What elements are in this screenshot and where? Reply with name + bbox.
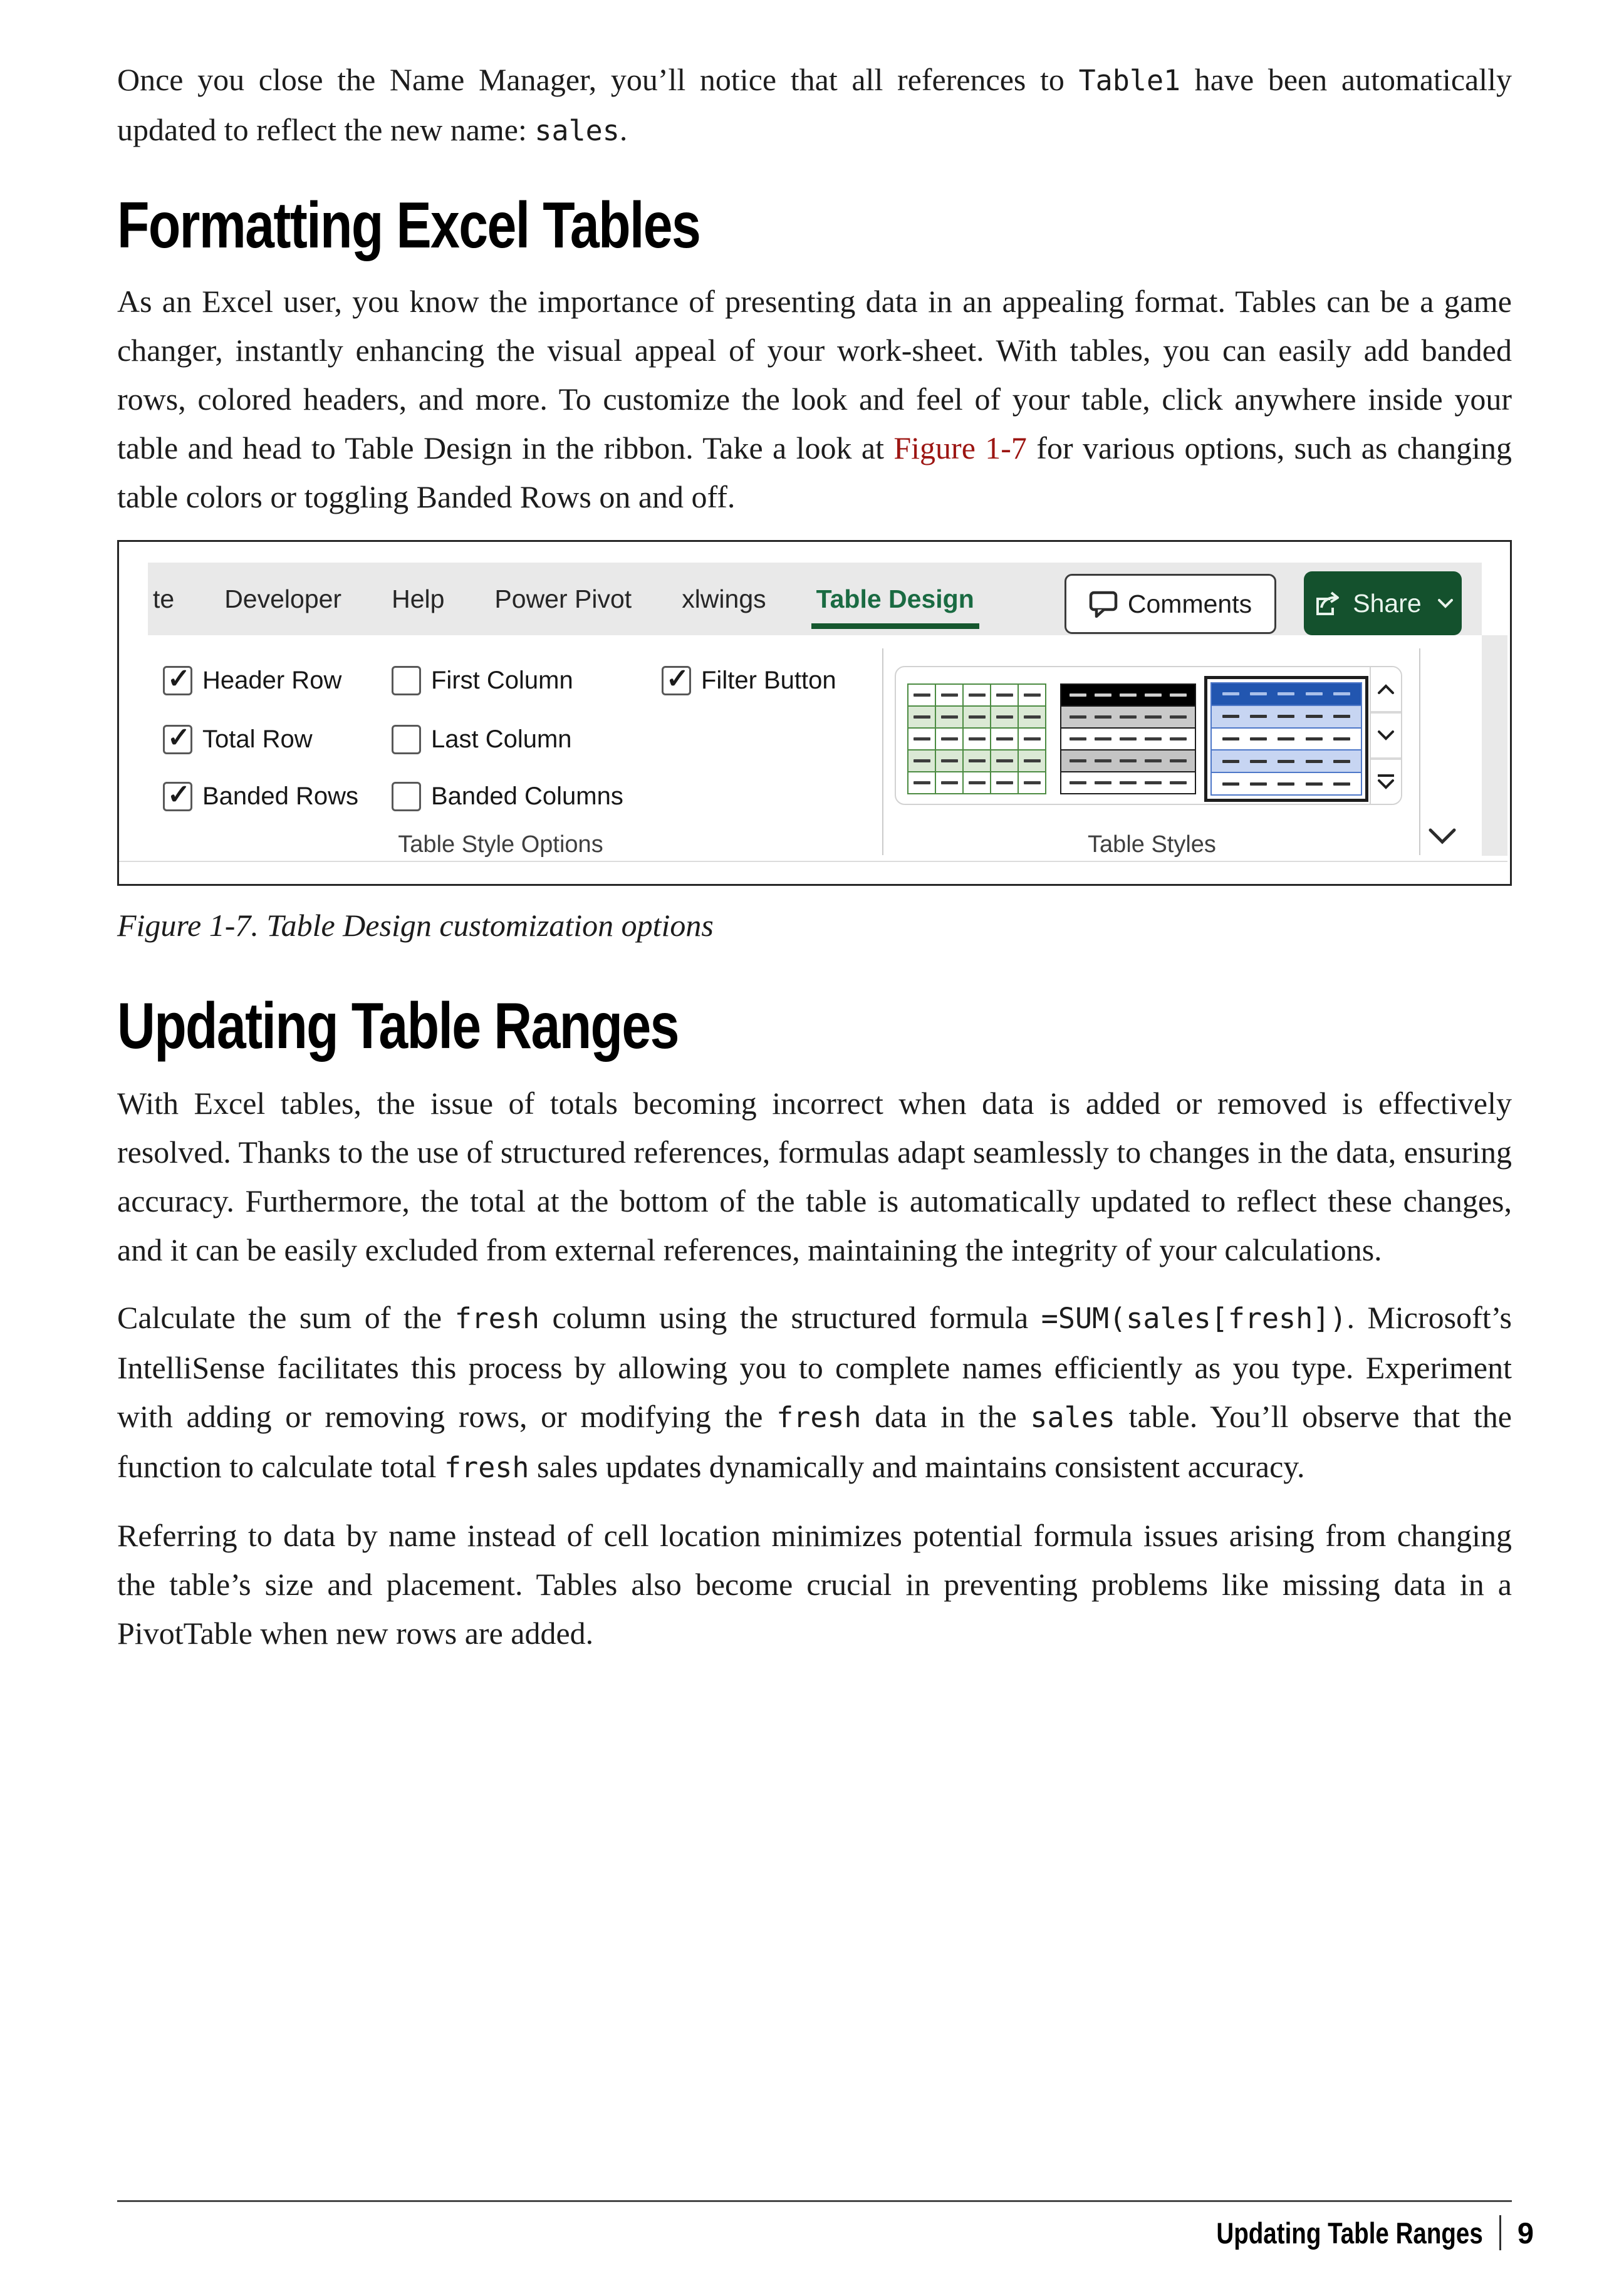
checkbox-checked-icon[interactable]: ✓	[163, 666, 192, 695]
text-run: With Excel tables, the issue of totals becoming incorrect when data is added or removed is effectively resolved. Thanks to the use of structured references, formulas adapt seamlessly to changes in the data, ensuring accuracy. Furthermore, the total at the bottom of the table is automatically updated to reflect these changes, and it can be easily excluded from external references, maintaining the integrity of your calculations.	[117, 1086, 1512, 1267]
footer-rule	[117, 2200, 1512, 2202]
footer-page-number: 9	[1517, 2216, 1534, 2250]
checkbox-unchecked-icon[interactable]	[392, 782, 421, 811]
ribbon-tabs	[153, 563, 974, 635]
text-run: column using the structured formula	[539, 1300, 1041, 1335]
ribbon-tab-help[interactable]: Help	[392, 584, 445, 613]
figure-excel-table-design-ribbon	[117, 540, 1512, 886]
inline-code: sales	[1030, 1401, 1115, 1434]
inline-code: sales	[534, 114, 620, 147]
section-heading-formatting-excel-tables: Formatting Excel Tables	[117, 189, 700, 262]
collapse-ribbon-button[interactable]	[1426, 825, 1459, 848]
text-run: As an Excel user, you know the importance of presenting data in an appealing format. Tables can be a game changer, instantly enhancing the visual appeal of your work-sheet. With tables, you can easily add banded rows, colored headers, and more. To customize the look and feel of your table, click anywhere inside your table and head to Table Design in the ribbon. Take a look at	[117, 284, 1512, 465]
gallery-scroll-up-button[interactable]	[1371, 667, 1401, 711]
text-run: Calculate the sum of the	[117, 1300, 455, 1335]
ribbon-bottom-edge	[119, 861, 1507, 862]
inline-code: fresh	[454, 1302, 540, 1335]
section-heading-updating-table-ranges: Updating Table Ranges	[117, 990, 679, 1062]
text-run: sales updates dynamically and maintains consistent accuracy.	[529, 1449, 1305, 1484]
inline-code: =SUM(sales[fresh])	[1041, 1302, 1347, 1335]
checkbox-unchecked-icon[interactable]	[392, 666, 421, 695]
paragraph	[117, 1511, 1512, 1658]
checkbox-option-banded-columns[interactable]	[392, 782, 623, 811]
ribbon-tab-te[interactable]: te	[153, 584, 175, 613]
gallery-scrollbar	[1370, 667, 1401, 804]
ribbon-tab-bar	[148, 563, 1482, 635]
table-styles-gallery	[895, 666, 1402, 805]
figure-crossref-link[interactable]: Figure 1-7	[893, 430, 1027, 465]
window-edge-strip	[1482, 635, 1507, 856]
checkbox-checked-icon[interactable]: ✓	[662, 666, 691, 695]
checkbox-option-first-column[interactable]	[392, 666, 573, 695]
comments-button[interactable]	[1064, 574, 1276, 634]
text-run: .	[619, 112, 628, 147]
table-style-preview-black[interactable]	[1060, 683, 1196, 794]
paragraph	[117, 277, 1512, 521]
text-run: data in the	[861, 1399, 1031, 1434]
comments-button-label: Comments	[1127, 589, 1252, 618]
chevron-up-icon	[1377, 683, 1395, 695]
inline-code: fresh	[444, 1451, 529, 1484]
text-run: Referring to data by name instead of cell location minimizes potential formula issues arising from changing the table’s size and placement. Tables also become crucial in preventing problems like missing data in a PivotTable when new rows are added.	[117, 1518, 1512, 1651]
inline-code: fresh	[776, 1401, 861, 1434]
text-run: . Microsoft’s IntelliSense facilitates this process by allowing you to complete names efficiently as you type. Experiment with adding or removing rows, or modifying the	[117, 1300, 1512, 1434]
table-style-preview-green[interactable]	[907, 683, 1046, 794]
checkbox-label: Total Row	[202, 725, 313, 753]
paragraph	[117, 1079, 1512, 1274]
more-styles-icon	[1377, 774, 1395, 789]
share-button[interactable]	[1304, 571, 1462, 635]
group-divider	[882, 648, 883, 855]
checkbox-option-banded-rows[interactable]	[163, 779, 359, 811]
chevron-down-icon	[1377, 730, 1395, 741]
share-icon	[1313, 589, 1343, 618]
chevron-down-icon	[1428, 828, 1457, 845]
checkbox-unchecked-icon[interactable]	[392, 725, 421, 754]
group-divider	[1419, 648, 1420, 855]
comment-bubble-icon	[1089, 590, 1118, 618]
gallery-scroll-down-button[interactable]	[1371, 711, 1401, 757]
page-content	[117, 55, 1512, 1676]
ribbon-tab-power-pivot[interactable]: Power Pivot	[494, 584, 632, 613]
checkbox-label: Banded Columns	[431, 782, 623, 810]
checkbox-checked-icon[interactable]: ✓	[163, 725, 192, 754]
table-style-preview-blue-selected[interactable]	[1204, 676, 1368, 802]
checkbox-label: Last Column	[431, 725, 572, 753]
checkbox-option-filter-button[interactable]	[662, 663, 836, 695]
checkbox-option-total-row[interactable]	[163, 722, 313, 754]
text-run: for various options, such as changing table colors or toggling Banded Rows on and off.	[117, 430, 1512, 514]
paragraph	[117, 55, 1512, 155]
table-style-previews	[896, 667, 1368, 804]
checkbox-option-header-row[interactable]	[163, 663, 342, 695]
group-label-table-style-options: Table Style Options	[398, 831, 603, 858]
checkbox-label: Banded Rows	[202, 782, 359, 810]
checkbox-label: Filter Button	[701, 667, 836, 694]
group-label-table-styles: Table Styles	[1088, 831, 1216, 858]
checkbox-label: Header Row	[202, 667, 342, 694]
ribbon-tab-xlwings[interactable]: xlwings	[682, 584, 766, 613]
footer-section-label: Updating Table Ranges	[1216, 2216, 1483, 2250]
paragraph	[117, 1293, 1512, 1492]
text-run: table. You’ll observe that the function to calculate total	[117, 1399, 1512, 1484]
figure-caption: Figure 1-7. Table Design customization options	[117, 908, 714, 943]
share-chevron-down-icon	[1438, 598, 1453, 608]
inline-code: Table1	[1078, 64, 1181, 97]
checkbox-option-last-column[interactable]	[392, 725, 572, 754]
footer-divider	[1499, 2215, 1501, 2250]
checkbox-checked-icon[interactable]: ✓	[163, 782, 192, 811]
page-footer	[1158, 2215, 1534, 2250]
text-run: Once you close the Name Manager, you’ll notice that all references to	[117, 62, 1079, 97]
share-button-label: Share	[1353, 588, 1422, 618]
checkbox-label: First Column	[431, 667, 573, 694]
ribbon-tab-developer[interactable]: Developer	[224, 584, 342, 613]
ribbon-tab-table-design[interactable]: Table Design	[816, 584, 974, 613]
gallery-more-styles-button[interactable]	[1371, 757, 1401, 804]
text-run: have been automatically updated to reflect the new name:	[117, 62, 1512, 147]
